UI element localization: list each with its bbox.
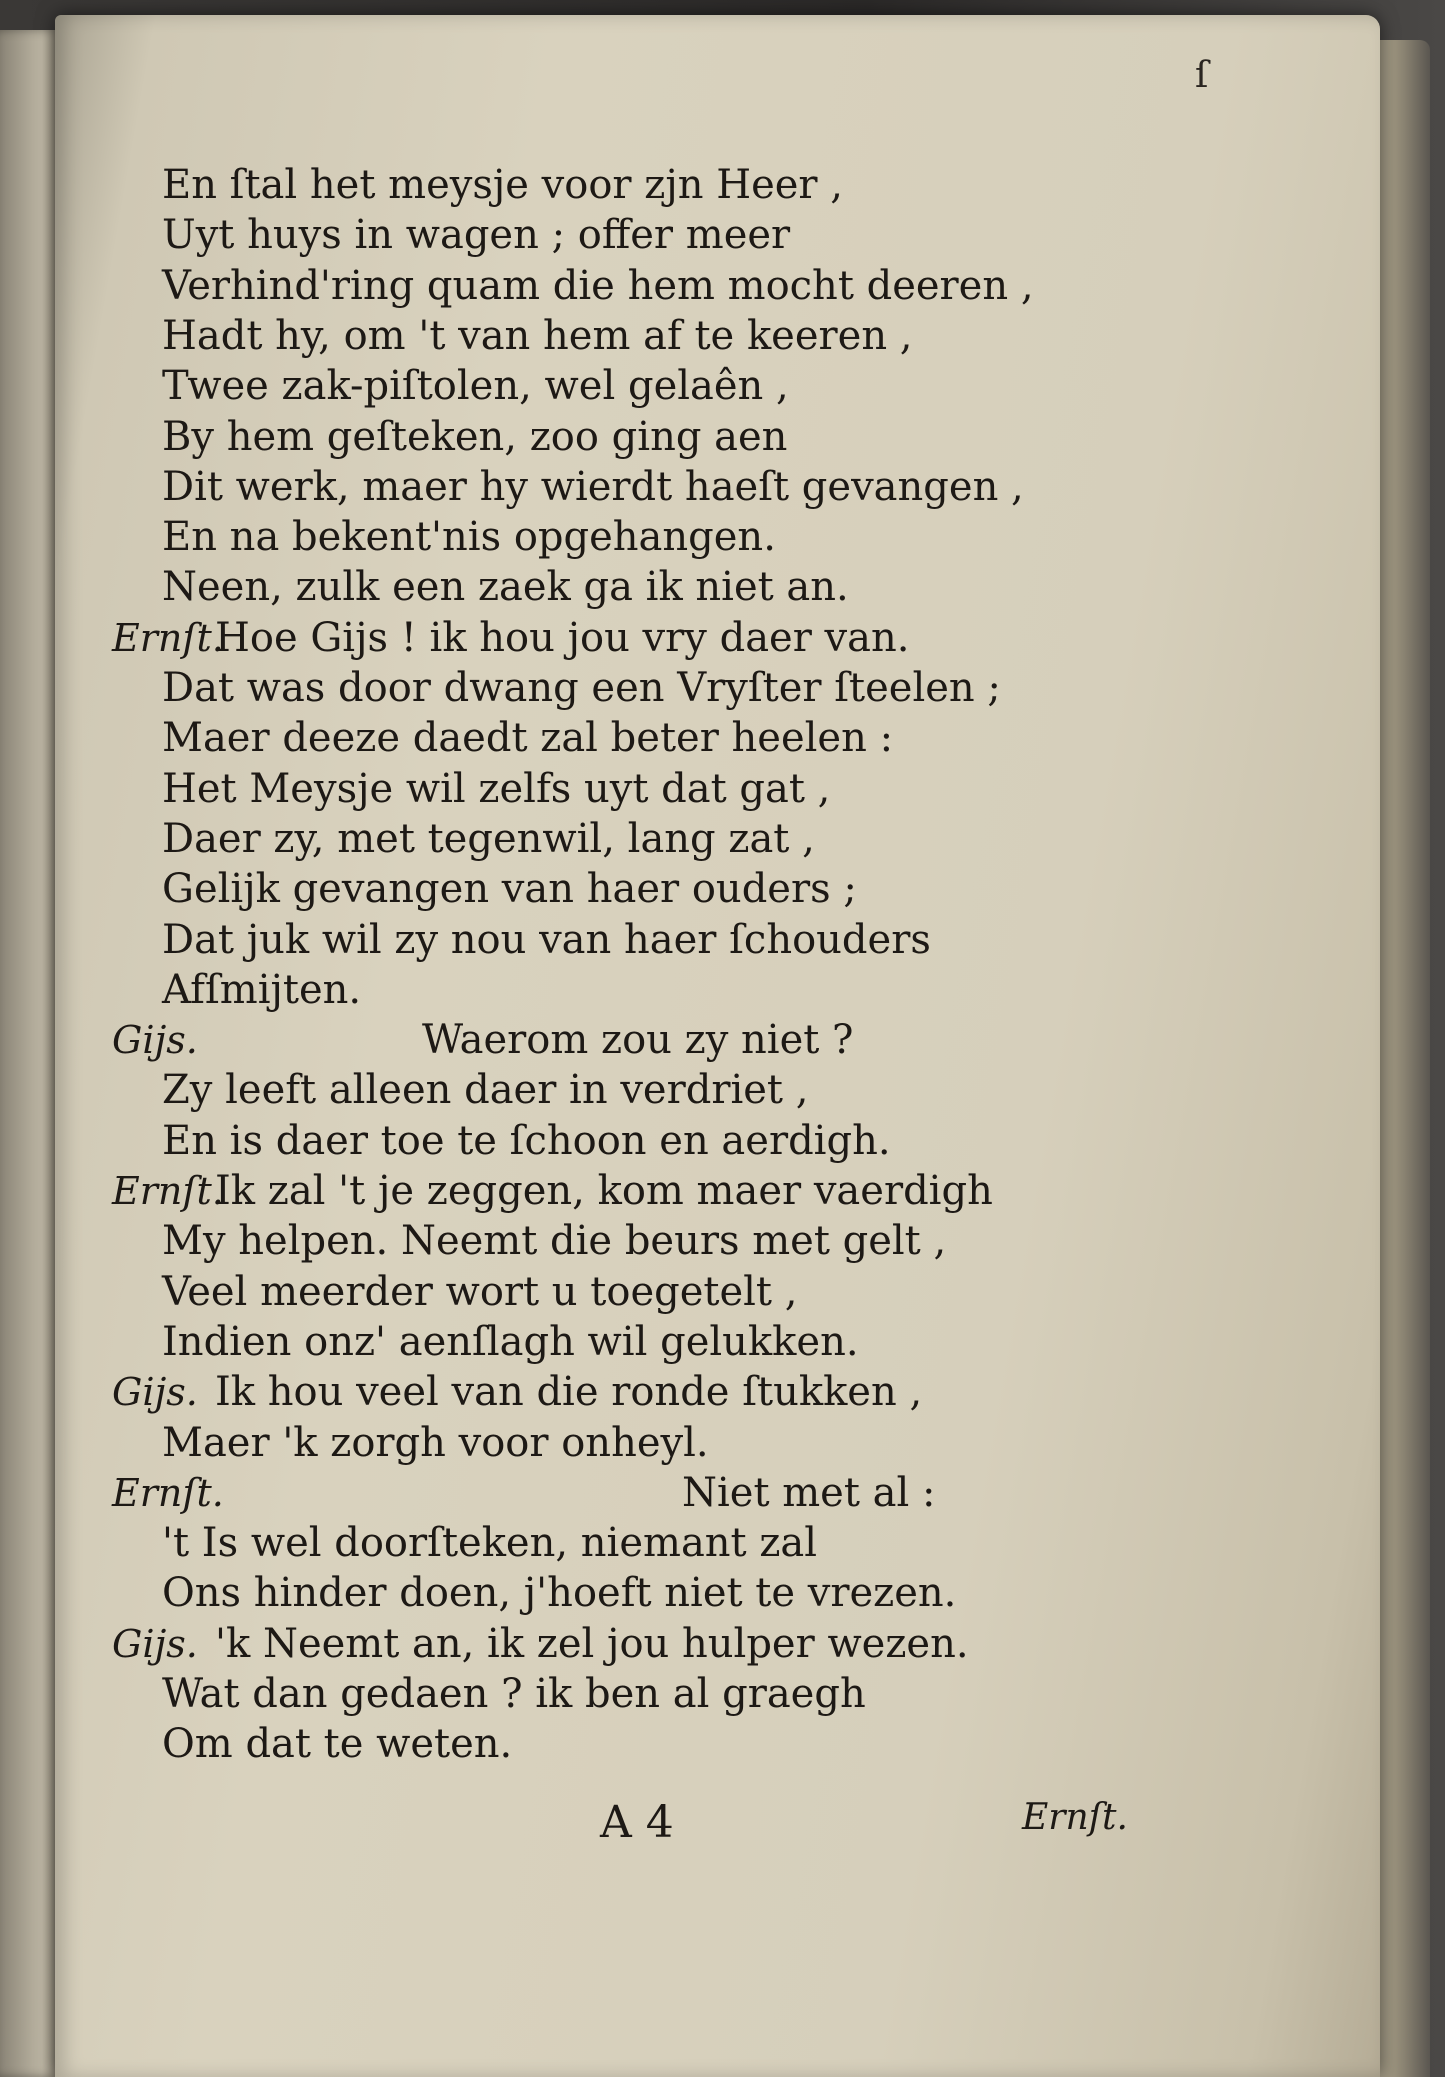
speaker-label: Gijs. [112,1370,198,1415]
verse-text-line: Zy leeft alleen daer in verdriet , [162,1067,809,1114]
verse-line [112,1116,1112,1166]
verse-line [112,814,1112,864]
verse-text-line: Waerom zou zy niet ? [422,1017,854,1064]
verse-line [112,1719,1112,1769]
verse-line [112,261,1112,311]
verse-line [112,1065,1112,1115]
verse-text-line: Dit werk, maer hy wierdt haeſt gevangen , [162,463,1024,510]
verse-text-line: Ons hinder doen, j'hoeft niet te vrezen. [162,1570,957,1617]
verse-text-line: By hem geſteken, zoo ging aen [162,413,788,460]
verse-line [112,1216,1112,1266]
speaker-label: Ernſt. [112,1169,224,1213]
verse-text-line: Hoe Gijs ! ik hou jou vry daer van. [215,614,910,661]
signature-mark: A 4 [600,1797,674,1848]
verse-line [112,1015,1112,1065]
speaker-label: Ernſt. [112,615,224,660]
verse-text-line: Afſmijten. [162,966,362,1013]
verse-line [112,311,1112,361]
facing-page-edge [0,30,60,2077]
verse-text-line: Maer 'k zorgh voor onheyl. [162,1419,709,1466]
verse-line [112,764,1112,814]
verse-line [112,1568,1112,1618]
verse-line [112,1367,1112,1417]
verse-text-line: Dat juk wil zy nou van haer ſchouders [162,916,931,963]
verse-text-line: En ſtal het meysje voor zjn Heer , [162,162,843,208]
verse-text-line: En na bekent'nis opgehangen. [162,514,776,561]
verse-text-line: My helpen. Neemt die beurs met gelt , [162,1218,947,1265]
verse-line [112,1267,1112,1317]
verse-line [112,965,1112,1015]
verse-line [112,864,1112,914]
verse-text-line: Niet met al : [682,1469,936,1516]
catchword: Ernſt. [1022,1797,1128,1838]
verse-text-line: Het Meysje wil zelfs uyt dat gat , [162,765,831,812]
speaker-label: Gijs. [112,1621,198,1666]
speaker-label: Ernſt. [112,1470,224,1515]
verse-text-line: Ik zal 't je zeggen, kom maer vaerdigh [215,1168,993,1214]
verse-line [112,462,1112,512]
verse-line [112,1418,1112,1468]
verse-text-line: 'k Neemt an, ik zel jou hulper wezen. [215,1620,969,1667]
verse-text-line: Wat dan gedaen ? ik ben al graegh [162,1671,866,1717]
verse-text-line: Om dat te weten. [162,1721,513,1768]
verse-line [112,210,1112,260]
verse-text-line: Hadt hy, om 't van hem af te keeren , [162,312,913,359]
verse-line [112,613,1112,663]
verse-text-line: Dat was door dwang een Vryſter ſteelen ; [162,665,1001,711]
verse-line [112,1518,1112,1568]
verse-text-line: 't Is wel doorſteken, niemant zal [162,1520,818,1567]
verse-text-line: Ik hou veel van die ronde ſtukken , [215,1369,923,1416]
verse-line [112,1317,1112,1367]
verse-text-line: Twee zak-piſtolen, wel gelaên , [162,363,789,410]
verse-text-line: Maer deeze daedt zal beter heelen : [162,715,894,762]
verse-text-line: Uyt huys in wagen ; offer meer [162,212,791,259]
verse-line [112,713,1112,763]
verse-line [112,160,1112,210]
verse-line [112,512,1112,562]
verse-line [112,1619,1112,1669]
verse-line [112,412,1112,462]
verse-line [112,361,1112,411]
verse-text-line: Daer zy, met tegenwil, lang zat , [162,815,815,862]
verse-line [112,663,1112,713]
verse-line [112,915,1112,965]
speaker-label: Gijs. [112,1018,198,1063]
verse-line [112,562,1112,612]
verse-line [112,1669,1112,1719]
corner-mark: ſ [1195,55,1209,96]
verse-text-line: Neen, zulk een zaek ga ik niet an. [162,564,849,611]
verse-line [112,1166,1112,1216]
verse-text-line: Verhind'ring quam die hem mocht deeren , [162,262,1034,309]
verse-text-line: Gelijk gevangen van haer ouders ; [162,866,857,913]
verse-line [112,1468,1112,1518]
verse-text-line: En is daer toe te ſchoon en aerdigh. [162,1117,891,1164]
verse-text-line: Veel meerder wort u toegetelt , [162,1268,798,1315]
verse-text-line: Indien onz' aenſlagh wil gelukken. [162,1318,859,1365]
